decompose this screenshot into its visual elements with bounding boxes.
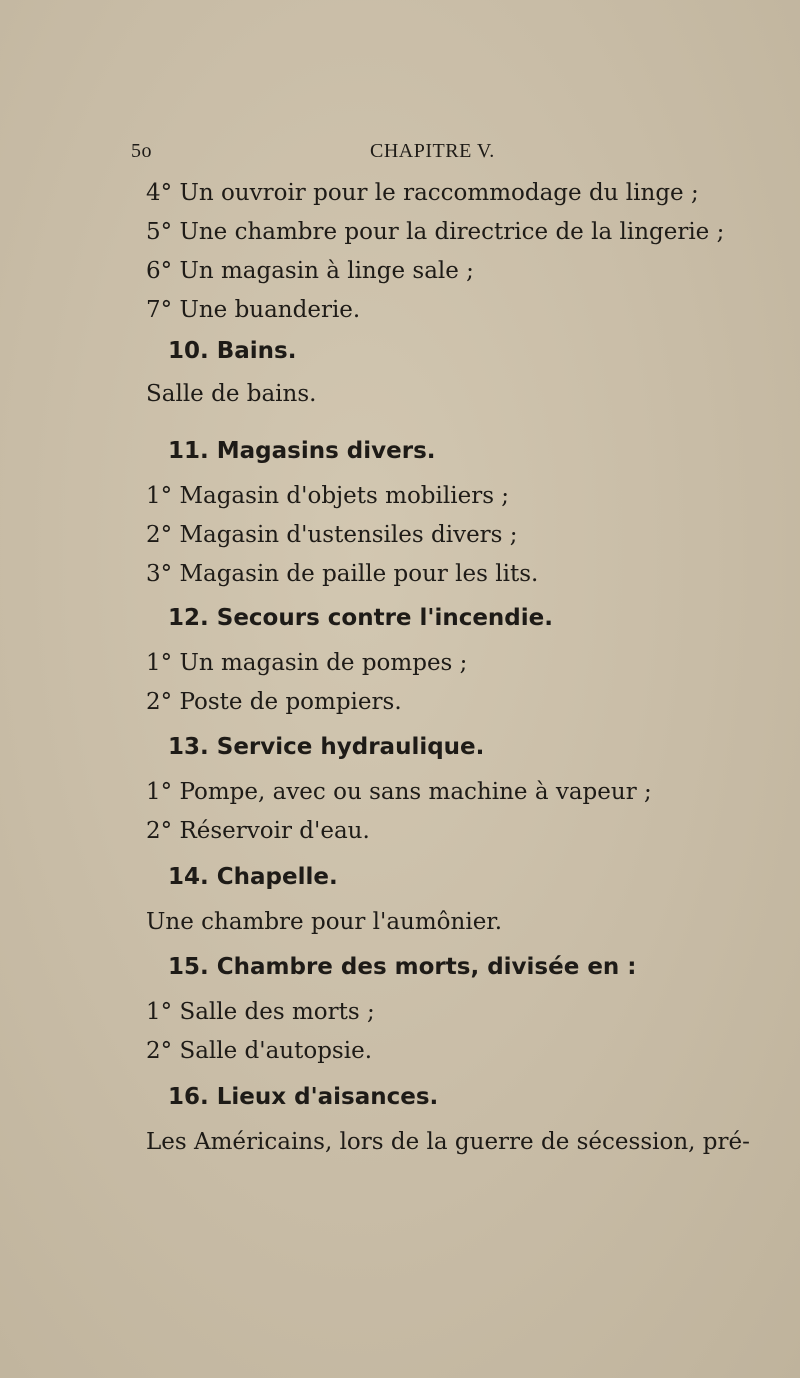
section-heading-magasins: 11. Magasins divers. [168,438,436,464]
list-item: 2° Poste de pompiers. [146,689,402,715]
list-item: Une chambre pour l'aumônier. [146,909,503,935]
list-item: 2° Salle d'autopsie. [146,1038,373,1064]
paragraph-line: Les Américains, lors de la guerre de sécession, pré- [146,1129,750,1155]
section-heading-chapelle: 14. Chapelle. [168,864,338,890]
section-heading-hydraulique: 13. Service hydraulique. [168,734,485,760]
list-item: 2° Magasin d'ustensiles divers ; [146,522,518,548]
section-heading-morts: 15. Chambre des morts, divisée en : [168,954,637,980]
list-item: 3° Magasin de paille pour les lits. [146,561,539,587]
page-number: 5o [131,140,152,162]
list-item: 1° Magasin d'objets mobiliers ; [146,483,510,509]
list-item: 1° Un magasin de pompes ; [146,650,468,676]
list-item: 4° Un ouvroir pour le raccommodage du linge ; [146,180,699,206]
section-heading-bains: 10. Bains. [168,338,297,364]
list-item: 7° Une buanderie. [146,297,361,323]
running-head [0,140,800,170]
list-item: 6° Un magasin à linge sale ; [146,258,474,284]
list-item: 1° Salle des morts ; [146,999,375,1025]
chapter-title: CHAPITRE V. [370,140,495,162]
section-heading-aisances: 16. Lieux d'aisances. [168,1084,439,1110]
list-item: 2° Réservoir d'eau. [146,818,370,844]
list-item: 5° Une chambre pour la directrice de la lingerie ; [146,219,725,245]
section-heading-incendie: 12. Secours contre l'incendie. [168,605,553,631]
list-item: Salle de bains. [146,381,317,407]
list-item: 1° Pompe, avec ou sans machine à vapeur ; [146,779,652,805]
